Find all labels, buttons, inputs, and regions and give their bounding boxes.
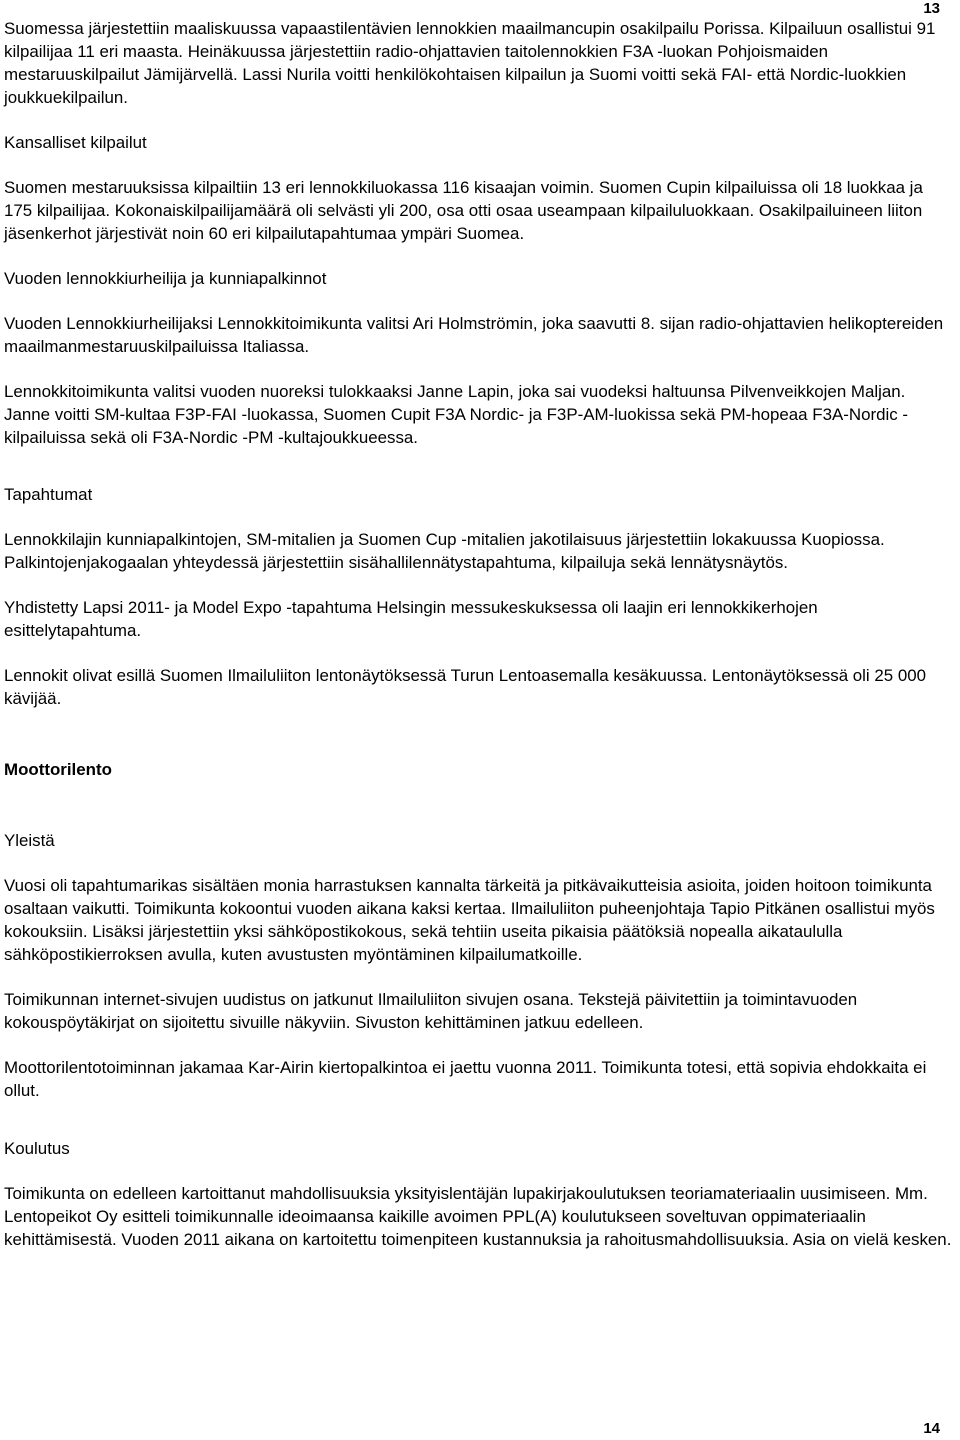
koulutus-paragraph: Toimikunta on edelleen kartoittanut mahdollisuuksia yksityislentäjän lupakirjakoulutuksen teoriamateriaalin uusimiseen. Mm. Lentopeikot Oy esitteli toimikunnalle ideoimaansa kaikille avoimen PPL(A) koulutukseen soveltuvan oppimateriaalin kehittämisestä. Vuoden 2011 aikana on kartoitettu toimenpiteen kustannuksia ja rahoitusmahdollisuuksia. Asia on vielä kesken.: [4, 1184, 952, 1249]
page-number-top: 13: [923, 0, 940, 17]
vuoden-paragraph-2: Lennokkitoimikunta valitsi vuoden nuoreksi tulokkaaksi Janne Lapin, joka sai vuodeksi haltuunsa Pilvenveikkojen Maljan. Janne voitti SM-kultaa F3P-FAI -luokassa, Suomen Cupit F3A Nordic- ja F3P-AM-luokissa sekä PM-hopeaa F3A-Nordic -kilpailuissa sekä oli F3A-Nordic -PM -kultajoukkueessa.: [4, 382, 908, 447]
yleista-paragraph-2: Toimikunnan internet-sivujen uudistus on jatkunut Ilmailuliiton sivujen osana. Tekstejä päivitettiin ja toimintavuoden kokouspöytäkirjat on sijoitettu sivuille näkyviin. Sivuston kehittäminen jatkuu edelleen.: [4, 990, 858, 1032]
section-heading-koulutus: Koulutus: [4, 1139, 70, 1158]
section-heading-kansalliset: Kansalliset kilpailut: [4, 133, 147, 152]
kansalliset-paragraph: Suomen mestaruuksissa kilpailtiin 13 eri lennokkiluokassa 116 kisaajan voimin. Suomen Cupin kilpailuissa oli 18 luokkaa ja 175 kilpailijaa. Kokonaiskilpailijamäärä oli selvästi yli 200, osa otti osaa useampaan kilpailuluokkaan. Osakilpailuineen liiton jäsenkerhot järjestivät noin 60 eri kilpailutapahtumaa ympäri Suomea.: [4, 178, 923, 243]
chapter-heading-moottorilento: Moottorilento: [4, 760, 112, 779]
section-heading-yleista: Yleistä: [4, 831, 55, 850]
tapahtumat-paragraph-3: Lennokit olivat esillä Suomen Ilmailuliiton lentonäytöksessä Turun Lentoasemalla kesäkuussa. Lentonäytöksessä oli 25 000 kävijää.: [4, 666, 927, 708]
section-heading-vuoden: Vuoden lennokkiurheilija ja kunniapalkinnot: [4, 269, 327, 288]
intro-paragraph: Suomessa järjestettiin maaliskuussa vapaastilentävien lennokkien maailmancupin osakilpailu Porissa. Kilpailuun osallistui 91 kilpailijaa 11 eri maasta. Heinäkuussa järjestettiin radio-ohjattavien taitolennokkien F3A -luokan Pohjoismaiden mestaruuskilpailut Jämijärvellä. Lassi Nurila voitti henkilökohtaisen kilpailun ja Suomi voitti sekä FAI- että Nordic-luokkien joukkuekilpailun.: [4, 19, 936, 107]
page-number-bottom: 14: [923, 1420, 940, 1437]
section-heading-tapahtumat: Tapahtumat: [4, 485, 93, 504]
yleista-paragraph-3: Moottorilentotoiminnan jakamaa Kar-Airin kiertopalkintoa ei jaettu vuonna 2011. Toimikunta totesi, että sopivia ehdokkaita ei ollut.: [4, 1058, 927, 1100]
document-page: [4, 0, 954, 1251]
vuoden-paragraph-1: Vuoden Lennokkiurheilijaksi Lennokkitoimikunta valitsi Ari Holmströmin, joka saavutti 8. sijan radio-ohjattavien helikoptereiden maailmanmestaruuskilpailuissa Italiassa.: [4, 314, 944, 356]
yleista-paragraph-1: Vuosi oli tapahtumarikas sisältäen monia harrastuksen kannalta tärkeitä ja pitkävaikutteisia asioita, joiden hoitoon toimikunta osaltaan vaikutti. Toimikunta kokoontui vuoden aikana kaksi kertaa. Ilmailuliiton puheenjohtaja Tapio Pitkänen osallistui myös kokouksiin. Lisäksi järjestettiin yksi sähköpostikokous, sekä tehtiin useita pikaisia päätöksiä nopealla aikataululla sähköpostikierroksen avulla, kuten avustusten myöntäminen kilpailumatkoille.: [4, 876, 935, 964]
tapahtumat-paragraph-1: Lennokkilajin kunniapalkintojen, SM-mitalien ja Suomen Cup -mitalien jakotilaisuus järjestettiin lokakuussa Kuopiossa. Palkintojenjakogaalan yhteydessä järjestettiin sisähallilennätystapahtuma, kilpailuja sekä lennätysnäytös.: [4, 530, 885, 572]
tapahtumat-paragraph-2: Yhdistetty Lapsi 2011- ja Model Expo -tapahtuma Helsingin messukeskuksessa oli laajin eri lennokkikerhojen esittelytapahtuma.: [4, 598, 818, 640]
